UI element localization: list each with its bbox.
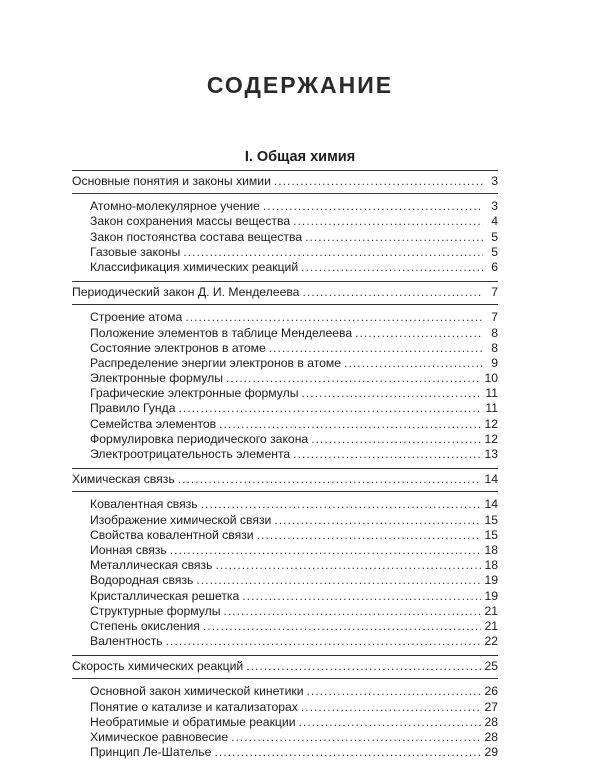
toc-page-number: 25 [484,659,498,674]
toc-page-number: 7 [491,285,498,300]
dot-leader [257,528,482,543]
dot-leader [231,730,481,745]
toc-entry[interactable] [72,634,498,649]
toc-entry-title: Положение элементов в таблице Менделеева [90,325,353,340]
toc-entry[interactable] [72,528,498,543]
toc-page-number: 11 [485,401,498,416]
toc-entry-title: Основные понятия и законы химии [72,174,271,188]
section-divider [72,281,498,282]
toc-entry-title: Изображение химической связи [90,512,272,527]
dot-leader [269,341,483,356]
toc-entry-title: Свойства ковалентной связи [90,527,254,542]
toc-entry[interactable] [72,543,498,558]
toc-entry-title: Электроотрицательность элемента [90,447,291,461]
dot-leader [242,589,481,604]
toc-chapter-entry[interactable] [72,174,498,189]
toc-page-number: 5 [491,244,498,259]
toc-entry-title: Графические электронные формулы [90,386,299,401]
dot-leader [185,310,483,325]
toc-entry[interactable] [72,356,498,371]
toc-entry[interactable] [72,214,498,229]
toc-entry[interactable] [72,386,498,401]
toc-page-number: 22 [484,634,498,649]
toc-entry[interactable] [72,558,498,573]
dot-leader [179,401,483,416]
toc-entry[interactable] [72,513,498,528]
toc-entry[interactable] [72,715,498,730]
toc-page-number: 19 [484,573,498,588]
toc-entry-title: Ионная связь [90,542,167,557]
toc-entry[interactable] [72,573,498,588]
dot-leader [183,245,483,260]
toc-page-number: 21 [484,618,498,633]
toc-chapter-entry[interactable] [72,659,498,674]
toc-page-number: 3 [491,174,498,188]
toc-entry[interactable] [72,745,498,760]
toc-page-number: 8 [491,340,498,355]
toc-entry[interactable] [72,447,498,462]
dot-leader [301,700,482,715]
toc-page-number: 28 [484,714,498,729]
toc-entry-title: Основной закон химической кинетики [90,684,304,699]
dot-leader [344,356,483,371]
dot-leader [293,214,483,229]
toc-page-number: 13 [484,447,498,461]
toc-entry-title: Металлическая связь [90,558,213,573]
toc-page-number: 26 [484,684,498,699]
dot-leader [215,558,481,573]
toc-page-number: 7 [491,310,498,325]
toc-group [72,655,498,766]
toc-entry[interactable] [72,619,498,634]
toc-page-number: 15 [484,512,498,527]
toc-entry-title: Структурные формулы [90,603,221,618]
toc-page-number: 11 [485,386,498,401]
toc-entry-title: Химическая связь [72,472,175,487]
toc-entry-title: Распределение энергии электронов в атоме [90,355,342,370]
toc-entry-title: Формулировка периодического закона [90,431,309,446]
toc-page-number: 8 [491,325,498,340]
toc-group [72,281,498,468]
toc-page-number: 3 [491,199,498,214]
toc-page-number: 27 [484,699,498,714]
toc-entry[interactable] [72,260,498,275]
toc-entry[interactable] [72,371,498,386]
toc-entry-title: Состояние электронов в атоме [90,340,266,355]
toc-entry[interactable] [72,245,498,260]
toc-entry[interactable] [72,401,498,416]
toc-entry[interactable] [72,730,498,745]
toc-entry-title: Классификация химических реакций [90,259,299,274]
toc-entry[interactable] [72,417,498,432]
dot-leader [274,513,481,528]
dot-leader [166,634,482,649]
toc-chapter-entry[interactable] [72,285,498,300]
toc-page-number: 29 [484,745,498,760]
dot-leader [219,417,481,432]
toc-entry[interactable] [72,199,498,214]
dot-leader [293,447,481,462]
toc-entry-title: Атомно-молекулярное учение [90,199,260,214]
toc-page-number: 9 [491,355,498,370]
toc-page-number: 12 [484,431,498,446]
dot-leader [226,371,481,386]
toc-page-number: 14 [484,497,498,512]
toc-entry-title: Газовые законы [90,244,181,259]
toc-entry-title: Понятие о катализе и катализаторах [90,699,298,714]
toc-page-number: 18 [484,558,498,573]
toc-group [72,170,498,281]
toc-entry-title: Скорость химических реакций [72,659,244,674]
toc-entry[interactable] [72,684,498,699]
toc-entry-title: Химическое равновесие [90,730,229,744]
toc-page-number: 18 [484,542,498,557]
toc-entry[interactable] [72,432,498,447]
toc-entry[interactable] [72,700,498,715]
dot-leader [196,573,481,588]
section-divider [72,170,498,171]
toc-page-number: 12 [484,416,498,431]
toc-entry-title: Ковалентная связь [90,497,198,512]
dot-leader [301,386,482,401]
toc-entry[interactable] [72,230,498,245]
toc-entry-title: Валентность [90,634,163,649]
section-heading: I. Общая химия [244,149,356,165]
toc-entry[interactable] [72,326,498,341]
toc-chapter-entry[interactable] [72,472,498,487]
toc-entry[interactable] [72,341,498,356]
dot-leader [201,497,482,512]
dot-leader [274,174,483,189]
toc-page-number: 5 [491,229,498,244]
dot-leader [302,285,483,300]
section-divider [72,468,498,469]
dot-leader [301,260,483,275]
dot-leader [214,745,481,760]
dot-leader [305,230,483,245]
toc-page-number: 4 [491,214,498,229]
toc-page-number: 14 [484,472,498,487]
dot-leader [203,619,482,634]
dot-leader [311,432,481,447]
table-of-contents [72,170,498,766]
toc-entry-title: Семейства элементов [90,416,217,431]
dot-leader [307,684,482,699]
dot-leader [170,543,482,558]
toc-entry[interactable] [72,310,498,325]
dot-leader [299,715,482,730]
toc-page-number: 6 [491,259,498,274]
toc-entry[interactable] [72,497,498,512]
dot-leader [355,326,483,341]
toc-entry-title: Строение атома [90,310,183,325]
toc-entry-title: Кристаллическая решетка [90,588,240,603]
toc-entry-title: Правило Гунда [90,401,176,416]
toc-entry-title: Необратимые и обратимые реакции [90,714,296,729]
toc-page-number: 19 [484,588,498,603]
toc-entry-title: Периодический закон Д. И. Менделеева [72,285,300,300]
toc-entry-title: Закон сохранения массы вещества [90,214,291,229]
toc-entry[interactable] [72,604,498,619]
dot-leader [246,659,481,674]
toc-entry-title: Водородная связь [90,573,194,588]
toc-entry[interactable] [72,589,498,604]
toc-page-number: 15 [484,527,498,542]
toc-group [72,468,498,655]
page-title: СОДЕРЖАНИЕ [206,72,394,98]
toc-entry-title: Закон постоянства состава вещества [90,229,303,244]
dot-leader [224,604,482,619]
toc-entry-title: Принцип Ле-Шателье [90,745,212,760]
toc-page-number: 10 [484,371,498,386]
toc-entry-title: Электронные формулы [90,371,224,386]
toc-page-number: 28 [484,730,498,744]
toc-entry-title: Степень окисления [90,618,200,633]
dot-leader [178,472,482,487]
dot-leader [263,199,483,214]
toc-page-number: 21 [484,603,498,618]
section-divider [72,655,498,656]
